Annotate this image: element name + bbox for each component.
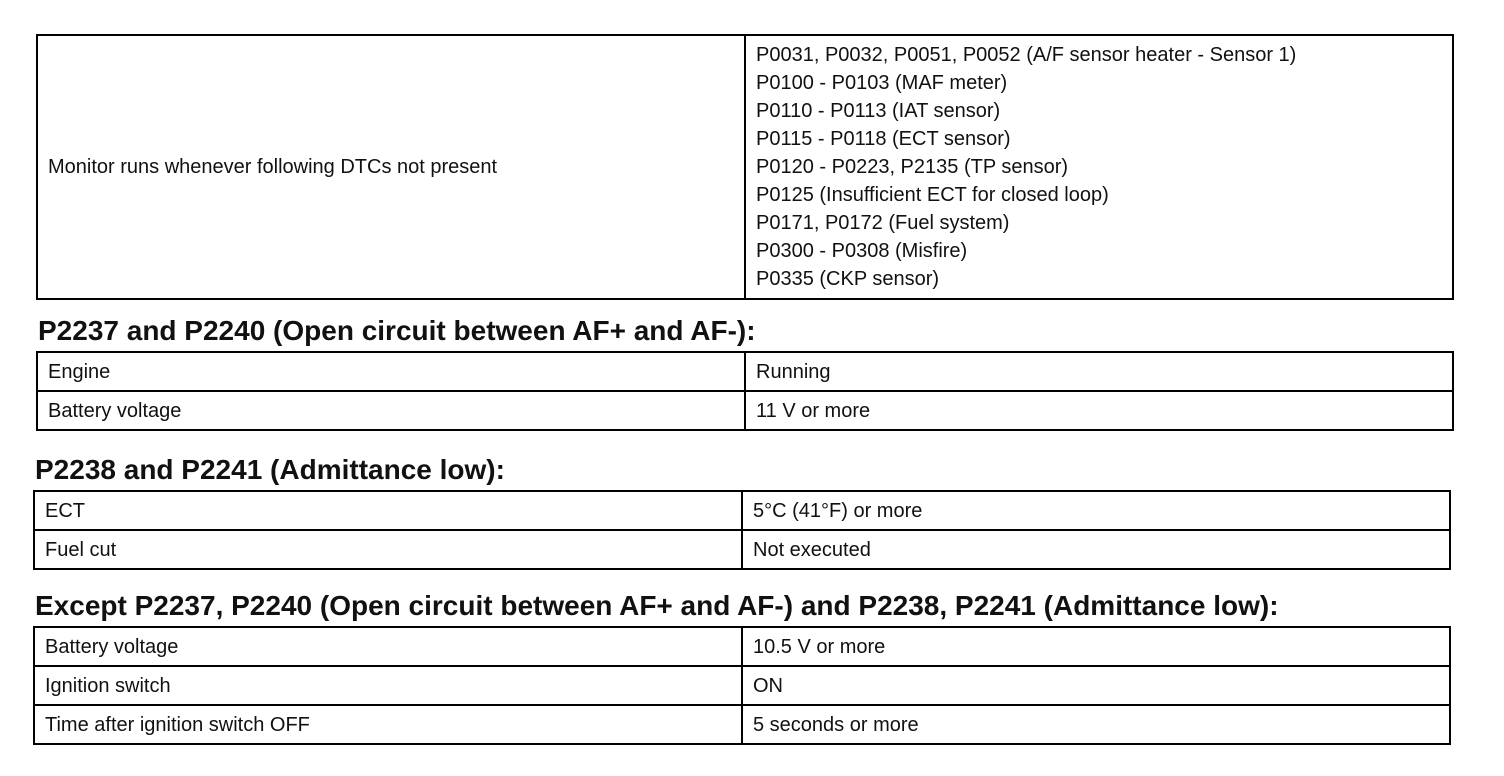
section-heading-admittance-low: P2238 and P2241 (Admittance low): — [35, 454, 505, 485]
dtc-precondition-table — [36, 34, 1454, 300]
table-row — [34, 705, 1450, 744]
admittance-low-conditions-table — [33, 490, 1451, 570]
condition-value: ON — [742, 666, 1450, 705]
condition-item: Ignition switch — [34, 666, 742, 705]
table-row — [37, 35, 1453, 299]
condition-value: 5 seconds or more — [742, 705, 1450, 744]
except-conditions-table — [33, 626, 1451, 745]
section-heading-open-circuit: P2237 and P2240 (Open circuit between AF+ and AF-): — [38, 315, 756, 346]
table-row — [37, 391, 1453, 430]
dtc-item: P0335 (CKP sensor) — [756, 268, 940, 290]
condition-value: Not executed — [742, 530, 1450, 569]
dtc-item: P0100 - P0103 (MAF meter) — [756, 72, 1008, 94]
table-row — [34, 530, 1450, 569]
condition-item: Battery voltage — [37, 391, 745, 430]
table-row — [34, 491, 1450, 530]
open-circuit-conditions-table — [36, 351, 1454, 431]
condition-value: 11 V or more — [745, 391, 1453, 430]
condition-item: ECT — [34, 491, 742, 530]
table-row — [37, 352, 1453, 391]
dtc-item: P0300 - P0308 (Misfire) — [756, 240, 968, 262]
dtc-item: P0171, P0172 (Fuel system) — [756, 212, 1010, 234]
condition-item: Fuel cut — [34, 530, 742, 569]
dtc-list-cell — [745, 35, 1453, 299]
dtc-item: P0115 - P0118 (ECT sensor) — [756, 128, 1011, 150]
condition-item: Time after ignition switch OFF — [34, 705, 742, 744]
table-row — [34, 627, 1450, 666]
condition-cell: Monitor runs whenever following DTCs not present — [37, 35, 745, 299]
dtc-item: P0120 - P0223, P2135 (TP sensor) — [756, 156, 1069, 178]
condition-value: 10.5 V or more — [742, 627, 1450, 666]
table-row — [34, 666, 1450, 705]
dtc-item: P0125 (Insufficient ECT for closed loop) — [756, 184, 1109, 206]
section-heading-except: Except P2237, P2240 (Open circuit between AF+ and AF-) and P2238, P2241 (Admittance low): — [35, 590, 1279, 621]
condition-item: Engine — [37, 352, 745, 391]
condition-item: Battery voltage — [34, 627, 742, 666]
condition-value: 5°C (41°F) or more — [742, 491, 1450, 530]
dtc-item: P0110 - P0113 (IAT sensor) — [756, 100, 1001, 122]
dtc-item: P0031, P0032, P0051, P0052 (A/F sensor heater - Sensor 1) — [756, 44, 1297, 66]
condition-value: Running — [745, 352, 1453, 391]
